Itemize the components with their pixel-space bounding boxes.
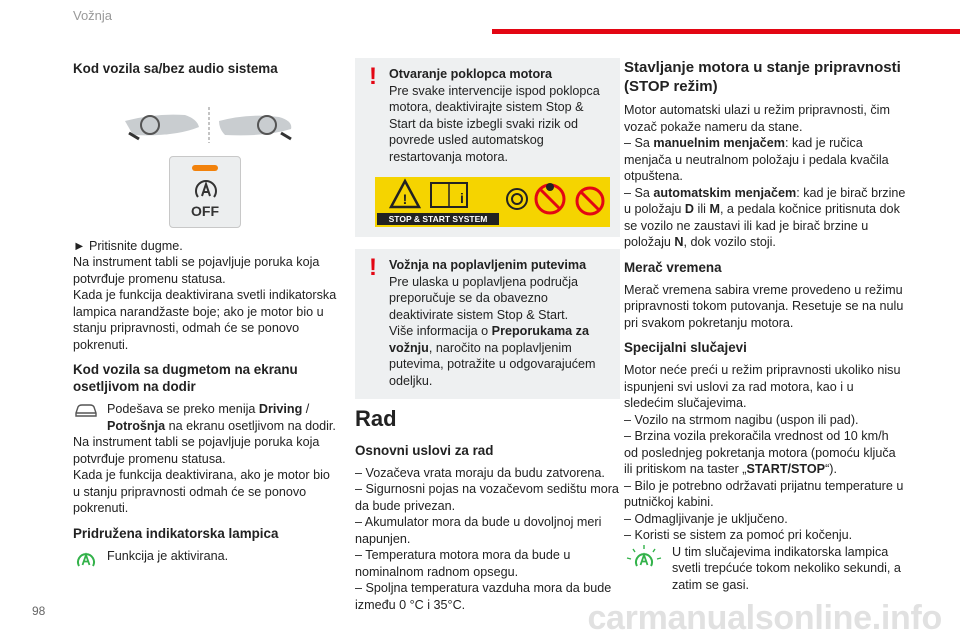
warning-hood [355, 58, 620, 237]
svg-text:!: ! [402, 191, 408, 207]
column-3 [624, 58, 906, 593]
automatic-gearbox-item: – Sa automatskim menjačem: kad je birač brzine u položaju D ili M, a pedala kočnice pritisnuta dok se vozilo ne zaustavi ili kad je birač brzine u položaju N, dok vozilo stoji. [624, 185, 906, 249]
svg-text:i: i [460, 190, 464, 206]
off-label: OFF [191, 202, 219, 219]
warning-icon-2: ! [369, 254, 377, 281]
watermark: carmanualsonline.info [587, 599, 942, 637]
warning-more-c: , naročito na poplavljenim putevima, potražite u odgovarajućem odeljku. [389, 340, 596, 388]
heading-indicator-lamp: Pridružena indikatorska lampica [73, 525, 279, 541]
paragraph-special: Motor neće preći u režim pripravnosti ukoliko nisu ispunjeni svi uslovi za rad motora, kao i u sledećim slučajevima. [624, 363, 901, 410]
lamp-text: Funkcija je aktivirana. [107, 548, 229, 563]
section-title-rad: Rad [355, 406, 397, 431]
dashboard-illustration [125, 107, 295, 143]
paragraph-deactivated-2: Kada je funkcija deaktivirana, ako je motor bio u stanju pripravnosti odmah će se ponovo pokrenuti. [73, 468, 330, 515]
touch-menu-consumption: Potrošnja [107, 418, 166, 433]
list-item: – Sigurnosni pojas na vozačevom sedištu mora da bude privezan. [355, 482, 619, 513]
blink-lamp-text: U tim slučajevima indikatorska lampica svetli trepćuće tokom nekoliko sekundi, a zatim se gasi. [672, 544, 901, 592]
heading-special-cases: Specijalni slučajevi [624, 340, 747, 355]
warning-hood-body: Pre svake intervencije ispod poklopca motora, deaktivirajte sistem Stop & Start da biste izbegli svaki rizik od povrede usled automatskog restartovanja motora. [389, 83, 600, 164]
warning-more-link: Preporukama za vožnju [389, 324, 589, 355]
warning-hood-title: Otvaranje poklopca motora [389, 67, 553, 81]
green-auto-indicator-icon [73, 548, 99, 570]
manual-gearbox-item: – Sa manuelnim menjačem: kad je ručica menjača u neutralnom položaju i pedala kvačila otpuštena. [624, 136, 889, 183]
heading-basic-conditions: Osnovni uslovi za rad [355, 442, 494, 458]
touch-menu-driving: Driving [258, 402, 303, 416]
stop-start-system-label: STOP & START SYSTEM [388, 214, 488, 224]
lamp-row [73, 548, 338, 570]
paragraph-message-2: Na instrument tabli se pojavljuje poruka koja potvrđuje promenu statusa. [73, 435, 320, 466]
heading-timer: Merač vremena [624, 259, 722, 275]
heading-touchscreen: Kod vozila sa dugmetom na ekranu osetljivom na dodir [73, 362, 298, 394]
heading-stop-mode: Stavljanje motora u stanje pripravnosti (STOP režim) [624, 59, 901, 95]
auto-stop-icon [193, 177, 219, 203]
header-accent-bar [492, 29, 960, 34]
touch-text-a: Podešava se preko menija [107, 402, 259, 416]
warning-icon: ! [369, 63, 377, 90]
warning-flooded [355, 249, 620, 399]
column-2 [355, 58, 620, 613]
blink-lamp-row [624, 544, 906, 594]
paragraph-message: Na instrument tabli se pojavljuje poruka koja potvrđuje promenu statusa. [73, 255, 320, 286]
touch-text-e: na ekranu osetljivom na dodir. [165, 418, 336, 433]
list-item: – Temperatura motora mora da bude u nominalnom radnom opsegu. [355, 548, 571, 579]
list-item: – Brzina vozila prekoračila vrednost od 10 km/h od poslednjeg pokretanja motora (pomoću ključa ili pritiskom na taster „START/STOP“). [624, 429, 896, 476]
list-item: – Vozačeva vrata moraju da budu zatvorena. [355, 465, 605, 480]
stop-start-off-button [169, 156, 241, 228]
paragraph-deactivated: Kada je funkcija deaktivirana svetli indikatorska lampica narandžaste boje; ako je motor bio u stanju pripravnosti, odmah će se ponovo pokrenuti. [73, 288, 337, 352]
special-list [624, 412, 906, 544]
list-item: – Bilo je potrebno održavati prijatnu temperature u putničkoj kabini. [624, 478, 904, 509]
list-item: – Vozilo na strmom nagibu (uspon ili pad). [624, 412, 859, 427]
page-number: 98 [32, 604, 46, 618]
warning-flooded-body: Pre ulaska u poplavljena područja preporučuje se da obavezno deaktivirate sistem Stop & Start. [389, 274, 579, 322]
heading-audio-system: Kod vozila sa/bez audio sistema [73, 61, 278, 76]
paragraph-press-button: ► Pritisnite dugme. [73, 238, 183, 253]
list-item: – Spoljna temperatura vazduha mora da bude između 0 °C i 35°C. [355, 581, 612, 612]
list-item: – Koristi se sistem za pomoć pri kočenju. [624, 528, 853, 542]
warning-more-a: Više informacija o [389, 324, 492, 338]
orange-led-icon [192, 165, 218, 171]
paragraph-timer: Merač vremena sabira vreme provedeno u režimu pripravnosti tokom putovanja. Resetuje se na nulu pri svakom pokretanju motora. [624, 282, 904, 330]
warning-flooded-title: Vožnja na poplavljenim putevima [389, 258, 587, 272]
conditions-list [355, 465, 620, 614]
car-icon [73, 401, 99, 419]
chapter-title: Vožnja [73, 8, 113, 23]
column-1 [73, 58, 338, 570]
stop-start-label [375, 177, 610, 227]
blinking-indicator-icon [624, 544, 664, 572]
list-item: – Akumulator mora da bude u dovoljnoj meri napunjen. [355, 515, 602, 546]
touch-sep: / [302, 402, 310, 416]
paragraph-stop-intro: Motor automatski ulazi u režim pripravnosti, čim vozač pokaže nameru da stane. [624, 103, 890, 134]
list-item: – Odmagljivanje je uključeno. [624, 511, 788, 526]
touchscreen-row [73, 401, 338, 434]
